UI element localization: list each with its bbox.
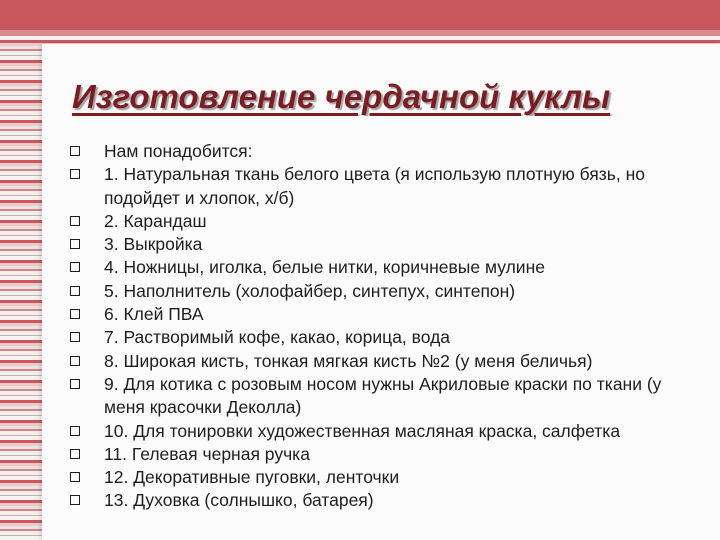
list-item bbox=[70, 210, 720, 233]
checkbox-bullet-icon bbox=[70, 495, 80, 505]
list-item-text: меня красочки Деколла) bbox=[104, 397, 302, 418]
top-band-accent bbox=[0, 30, 720, 36]
list-item-text: подойдет и хлопок, х/б) bbox=[104, 187, 295, 208]
list-item bbox=[70, 420, 720, 443]
checkbox-bullet-icon bbox=[70, 332, 80, 342]
checkbox-bullet-icon bbox=[70, 216, 80, 226]
checkbox-bullet-icon bbox=[70, 379, 80, 389]
list-item-continuation bbox=[70, 396, 720, 419]
list-item bbox=[70, 303, 720, 326]
list-item bbox=[70, 350, 720, 373]
list-item bbox=[70, 489, 720, 512]
checkbox-bullet-icon bbox=[70, 426, 80, 436]
checkbox-bullet-icon bbox=[70, 262, 80, 272]
list-item-text: 5. Наполнитель (холофайбер, синтепух, синтепон) bbox=[104, 280, 516, 301]
checkbox-bullet-icon bbox=[70, 449, 80, 459]
list-item-text: 9. Для котика с розовым носом нужны Акриловые краски по ткани (у bbox=[104, 373, 662, 394]
list-item bbox=[70, 373, 720, 396]
slide-title: Изготовление чердачной куклы bbox=[72, 78, 611, 115]
list-item bbox=[70, 233, 720, 256]
list-item-text: 11. Гелевая черная ручка bbox=[104, 443, 310, 464]
list-item bbox=[70, 466, 720, 489]
list-item-text: 8. Широкая кисть, тонкая мягкая кисть №2 (у меня беличья) bbox=[104, 350, 593, 371]
list-item-text: 4. Ножницы, иголка, белые нитки, коричневые мулине bbox=[104, 257, 545, 278]
checkbox-bullet-icon bbox=[70, 356, 80, 366]
list-item-text: 3. Выкройка bbox=[104, 234, 203, 255]
list-item-text: 10. Для тонировки художественная масляная краска, салфетка bbox=[104, 420, 621, 441]
list-item-text: 6. Клей ПВА bbox=[104, 304, 204, 325]
list-item-text: 13. Духовка (солнышко, батарея) bbox=[104, 490, 374, 511]
list-item bbox=[70, 443, 720, 466]
supplies-list bbox=[70, 140, 720, 513]
list-item bbox=[70, 163, 720, 186]
list-item-text: 1. Натуральная ткань белого цвета (я использую плотную бязь, но bbox=[104, 164, 646, 185]
list-item-text: 2. Карандаш bbox=[104, 210, 207, 231]
checkbox-bullet-icon bbox=[70, 169, 80, 179]
checkbox-bullet-icon bbox=[70, 146, 80, 156]
list-item bbox=[70, 326, 720, 349]
list-item-continuation bbox=[70, 187, 720, 210]
list-item-text: 12. Декоративные пуговки, ленточки bbox=[104, 467, 400, 488]
checkbox-bullet-icon bbox=[70, 309, 80, 319]
list-item bbox=[70, 140, 720, 163]
checkbox-bullet-icon bbox=[70, 286, 80, 296]
list-item-text: Нам понадобится: bbox=[104, 141, 253, 161]
list-item bbox=[70, 256, 720, 279]
list-item-text: 7. Растворимый кофе, какао, корица, вода bbox=[104, 327, 451, 348]
checkbox-bullet-icon bbox=[70, 472, 80, 482]
checkbox-bullet-icon bbox=[70, 239, 80, 249]
list-item bbox=[70, 280, 720, 303]
top-band bbox=[0, 0, 720, 30]
